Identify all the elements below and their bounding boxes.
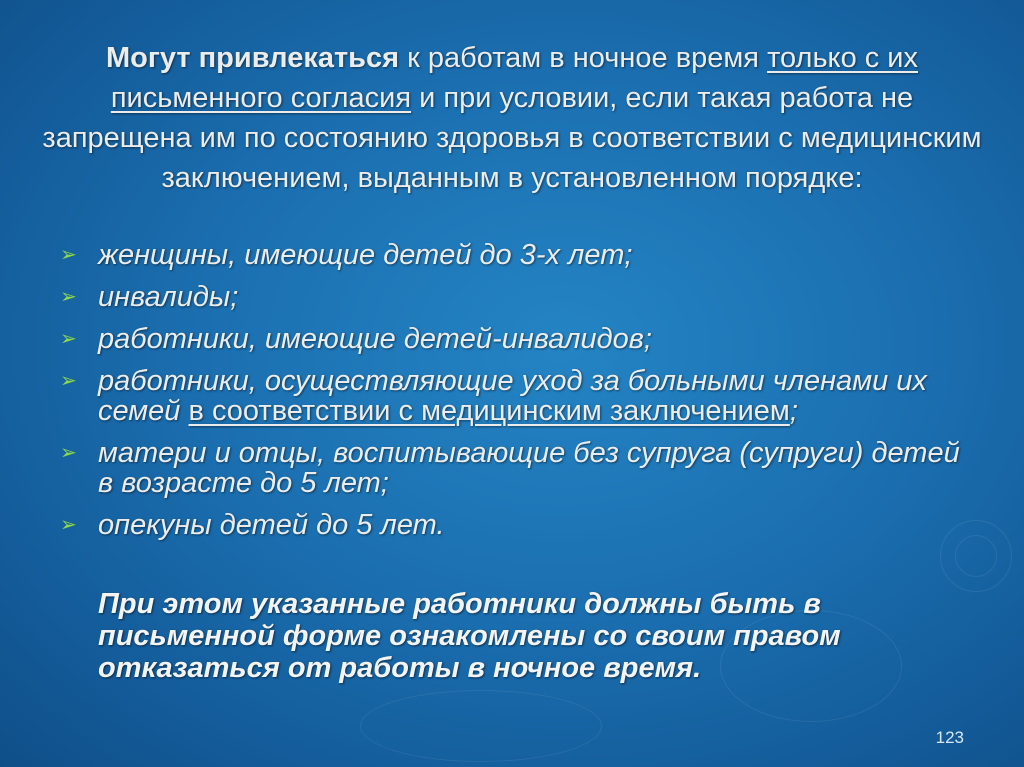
ripple-decoration <box>360 690 602 762</box>
list-item <box>60 324 980 354</box>
intro-text: к работам в ночное время <box>399 42 768 74</box>
bullet-arrow-icon: ➢ <box>60 244 77 266</box>
list-item-text: опекуны детей до 5 лет. <box>98 509 445 541</box>
list-item <box>60 510 980 540</box>
intro-underlined-text: только с их письменного согласия <box>110 42 919 114</box>
bullet-arrow-icon: ➢ <box>60 328 77 350</box>
list-item-text: работники, осуществляющие уход за больными членами их семей <box>98 365 927 427</box>
bullet-arrow-icon: ➢ <box>60 286 77 308</box>
list-item-underlined-text: в соответствии с медицинским заключением <box>188 395 790 427</box>
list-item <box>60 438 980 498</box>
closing-note: При этом указанные работники должны быть в письменной форме ознакомлены со своим правом отказаться от работы в ночное время. <box>98 588 841 684</box>
list-item-text: инвалиды; <box>98 281 239 313</box>
list-item-text: ; <box>789 395 798 427</box>
bullet-arrow-icon: ➢ <box>60 514 77 536</box>
intro-text: и при условии, если такая работа не запрещена им по состоянию здоровья в соответствии с медицинским заключением, выданным в установленном порядке: <box>42 82 982 194</box>
list-item-text: женщины, имеющие детей до 3-х лет; <box>98 239 633 271</box>
bullet-arrow-icon: ➢ <box>60 370 77 392</box>
list-item <box>60 282 980 312</box>
list-item-text: работники, имеющие детей-инвалидов; <box>98 323 652 355</box>
page-number: 123 <box>935 728 964 747</box>
intro-paragraph <box>40 38 984 198</box>
bullet-arrow-icon: ➢ <box>60 442 77 464</box>
bullet-list <box>60 240 980 552</box>
list-item <box>60 240 980 270</box>
list-item <box>60 366 980 426</box>
list-item-text: матери и отцы, воспитывающие без супруга (супруги) детей в возрасте до 5 лет; <box>98 437 960 499</box>
intro-bold-lead: Могут привлекаться <box>105 42 400 74</box>
